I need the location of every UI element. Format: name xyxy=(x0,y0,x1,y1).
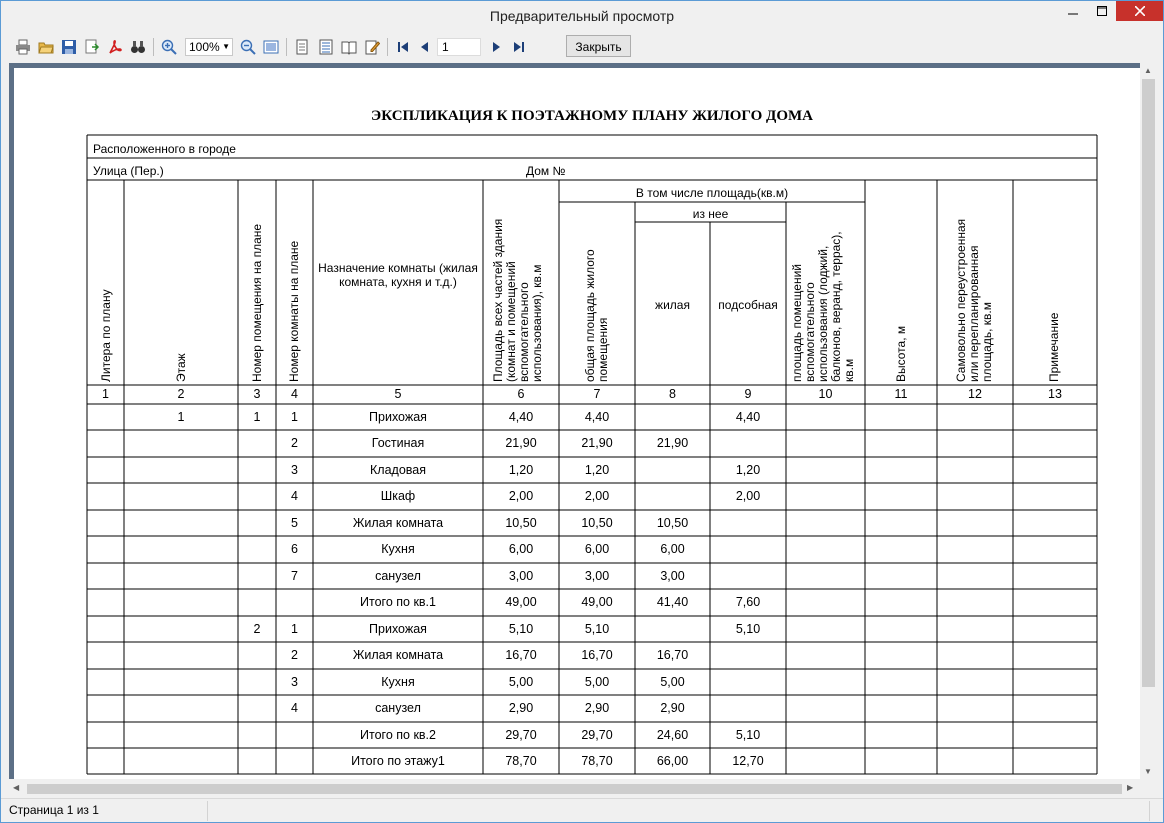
table-cell: 4,40 xyxy=(584,410,610,424)
status-page-info: Страница 1 из 1 xyxy=(9,803,99,817)
table-cell: 2 xyxy=(291,436,298,450)
zoom-in-icon xyxy=(161,39,177,55)
table-cell: Кухня xyxy=(381,542,415,556)
header-unauthorized-area: Самовольно переустроенная или перепланированная площадь, кв.м xyxy=(954,218,994,382)
table-cell: Итого по кв.1 xyxy=(360,595,436,609)
table-cell: 5,00 xyxy=(660,675,685,689)
table-cell: 1,20 xyxy=(735,463,761,477)
table-cell: 1,20 xyxy=(508,463,534,477)
zoom-select[interactable] xyxy=(185,38,233,56)
table-cell: 49,00 xyxy=(581,595,613,609)
last-page-button[interactable] xyxy=(510,38,528,56)
table-cell: 1 xyxy=(253,410,261,424)
header-living-space-total: общая площадь жилого помещения xyxy=(583,249,610,382)
table-cell: 3 xyxy=(291,463,298,477)
toolbar-separator xyxy=(387,38,388,56)
table-cell: 3 xyxy=(291,675,298,689)
floppy-disk-icon xyxy=(61,39,77,55)
table-cell: 3,00 xyxy=(584,569,610,583)
table-cell: 3,00 xyxy=(660,569,685,583)
maximize-icon xyxy=(1097,6,1107,16)
continuous-pages-button[interactable] xyxy=(317,38,335,56)
table-cell: 2,00 xyxy=(735,489,761,503)
table-cell: 2 xyxy=(291,648,298,662)
street-label: Улица (Пер.) xyxy=(93,164,164,178)
edit-button[interactable] xyxy=(363,38,381,56)
header-floor: Этаж xyxy=(174,353,188,382)
printer-icon xyxy=(15,39,31,55)
table-cell: 7,60 xyxy=(735,595,761,609)
column-number: 1 xyxy=(102,387,109,401)
table-cell: 16,70 xyxy=(505,648,537,662)
table-cell: 5,10 xyxy=(584,622,610,636)
table-cell: 6,00 xyxy=(584,542,610,556)
table-cell: Кладовая xyxy=(370,463,426,477)
table-cell: 24,60 xyxy=(656,728,689,742)
table-cell: 21,90 xyxy=(581,436,613,450)
header-note: Примечание xyxy=(1047,312,1061,382)
table-cell: 2,90 xyxy=(584,701,610,715)
table-cell: 5,00 xyxy=(584,675,610,689)
close-preview-button[interactable]: Закрыть xyxy=(566,35,631,57)
table-cell: 1 xyxy=(177,410,185,424)
horizontal-scroll-thumb[interactable] xyxy=(27,784,1122,794)
next-page-icon xyxy=(488,39,504,55)
table-cell: санузел xyxy=(375,569,421,583)
table-cell: 10,50 xyxy=(505,516,537,530)
window-title: Предварительный просмотр xyxy=(489,8,675,24)
header-subgroup: из нее xyxy=(692,207,729,221)
column-number: 5 xyxy=(394,387,402,401)
table-cell: 4 xyxy=(291,701,298,715)
table-cell: 4,40 xyxy=(508,410,534,424)
first-page-icon xyxy=(395,39,411,55)
previous-page-icon xyxy=(417,39,433,55)
zoom-in-button[interactable] xyxy=(160,38,178,56)
header-area-group: В том числе площадь(кв.м) xyxy=(635,186,789,200)
status-bar xyxy=(1,798,1163,823)
status-divider xyxy=(207,801,208,821)
table-cell: 29,70 xyxy=(581,728,613,742)
table-cell: 2,90 xyxy=(508,701,534,715)
table-cell: 16,70 xyxy=(581,648,613,662)
previous-page-button[interactable] xyxy=(416,38,434,56)
table-cell: 2,00 xyxy=(584,489,610,503)
book-view-button[interactable] xyxy=(340,38,358,56)
table-cell: 7 xyxy=(291,569,298,583)
header-room-number: Номер комнаты на плане xyxy=(287,240,301,382)
table-cell: 1 xyxy=(291,410,298,424)
table-cell: 6 xyxy=(291,542,298,556)
find-button[interactable] xyxy=(129,38,147,56)
table-cell: Итого по этажу1 xyxy=(351,754,445,768)
column-number: 13 xyxy=(1048,387,1062,401)
table-cell: 10,50 xyxy=(581,516,613,530)
binoculars-icon xyxy=(130,39,146,55)
table-cell: Жилая комната xyxy=(352,648,444,662)
table-cell: 66,00 xyxy=(656,754,689,768)
zoom-value: 100% xyxy=(189,40,220,54)
table-cell: 2,90 xyxy=(660,701,685,715)
column-number: 6 xyxy=(517,387,525,401)
table-cell: 49,00 xyxy=(505,595,537,609)
column-number: 11 xyxy=(894,387,908,401)
zoom-out-button[interactable] xyxy=(239,38,257,56)
table-cell: санузел xyxy=(375,701,421,715)
fit-page-button[interactable] xyxy=(262,38,280,56)
export-icon xyxy=(84,39,100,55)
edit-page-icon xyxy=(364,39,380,55)
table-cell: 78,70 xyxy=(581,754,613,768)
book-icon xyxy=(341,39,357,55)
table-cell: 3,00 xyxy=(508,569,534,583)
column-number: 12 xyxy=(968,387,982,401)
house-label: Дом № xyxy=(526,164,566,178)
table-cell: Прихожая xyxy=(369,410,427,424)
chevron-down-icon: ▼ xyxy=(222,42,230,51)
table-cell: 21,90 xyxy=(656,436,689,450)
table-cell: 5,00 xyxy=(508,675,534,689)
column-number: 2 xyxy=(177,387,185,401)
header-room-purpose: Назначение комнаты (жилая комната, кухня и т.д.) xyxy=(318,261,478,289)
zoom-out-icon xyxy=(240,39,256,55)
table-cell: Шкаф xyxy=(380,489,416,503)
header-living: жилая xyxy=(655,298,690,312)
first-page-button[interactable] xyxy=(394,38,412,56)
header-unit-number: Номер помещения на плане xyxy=(250,223,264,382)
export-button[interactable] xyxy=(83,38,101,56)
page-number-value: 1 xyxy=(442,40,449,54)
page-number-input[interactable] xyxy=(437,38,481,56)
scroll-down-icon[interactable]: ▼ xyxy=(1144,767,1152,776)
table-cell: 12,70 xyxy=(732,754,764,768)
table-cell: 6,00 xyxy=(508,542,534,556)
open-button[interactable] xyxy=(37,38,55,56)
pdf-icon xyxy=(107,39,123,55)
table-cell: 5,10 xyxy=(735,622,761,636)
folder-open-icon xyxy=(38,39,54,55)
table-cell: 5 xyxy=(291,516,298,530)
table-cell: 16,70 xyxy=(656,648,689,662)
print-button[interactable] xyxy=(14,38,32,56)
column-number: 10 xyxy=(818,387,833,401)
close-icon xyxy=(1135,6,1145,16)
column-number: 8 xyxy=(669,387,676,401)
vertical-scroll-thumb[interactable] xyxy=(1142,79,1155,687)
table-cell: Прихожая xyxy=(369,622,427,636)
single-page-button[interactable] xyxy=(293,38,311,56)
toolbar-separator xyxy=(286,38,287,56)
column-number: 7 xyxy=(593,387,601,401)
export-pdf-button[interactable] xyxy=(106,38,124,56)
table-cell: 5,10 xyxy=(508,622,534,636)
table-cell: 78,70 xyxy=(505,754,537,768)
toolbar-separator xyxy=(153,38,154,56)
fit-page-icon xyxy=(263,39,279,55)
column-number: 3 xyxy=(253,387,261,401)
table-cell: Итого по кв.2 xyxy=(360,728,436,742)
window-close-button[interactable] xyxy=(1116,1,1163,21)
scroll-up-icon[interactable]: ▲ xyxy=(1144,66,1152,75)
multi-page-icon xyxy=(318,39,334,55)
save-button[interactable] xyxy=(60,38,78,56)
status-divider xyxy=(1149,801,1150,821)
header-auxiliary-area: площадь помещений вспомогательного использования (лоджий, балконов, веранд, террас), кв.м xyxy=(790,231,856,382)
table-cell: 5,10 xyxy=(735,728,761,742)
table-cell: 4 xyxy=(291,489,298,503)
minimize-icon xyxy=(1068,6,1078,16)
table-cell: 1,20 xyxy=(584,463,610,477)
table-cell: 21,90 xyxy=(505,436,537,450)
table-cell: Гостиная xyxy=(371,436,425,450)
last-page-icon xyxy=(511,39,527,55)
scroll-right-icon[interactable]: ▶ xyxy=(1127,783,1134,792)
table-cell: 4,40 xyxy=(735,410,761,424)
table-cell: Жилая комната xyxy=(352,516,444,530)
header-height: Высота, м xyxy=(894,325,908,382)
title-bar xyxy=(1,1,1163,32)
table-cell: 6,00 xyxy=(660,542,685,556)
city-label: Расположенного в городе xyxy=(93,142,236,156)
table-cell: 2,00 xyxy=(508,489,534,503)
header-litera: Литера по плану xyxy=(99,289,113,382)
single-page-icon xyxy=(294,39,310,55)
table-cell: 41,40 xyxy=(656,595,689,609)
table-cell: 2 xyxy=(253,622,261,636)
document-title: ЭКСПЛИКАЦИЯ К ПОЭТАЖНОМУ ПЛАНУ ЖИЛОГО ДОМА xyxy=(371,108,813,124)
column-number: 9 xyxy=(744,387,752,401)
minimize-button[interactable] xyxy=(1058,1,1088,21)
next-page-button[interactable] xyxy=(487,38,505,56)
table-cell: 29,70 xyxy=(505,728,537,742)
maximize-button[interactable] xyxy=(1088,1,1116,21)
scroll-left-icon[interactable]: ◀ xyxy=(13,783,20,792)
header-utility: подсобная xyxy=(718,298,778,312)
column-number: 4 xyxy=(291,387,298,401)
table-cell: 1 xyxy=(291,622,298,636)
header-total-area: Площадь всех частей здания (комнат и помещений вспомогательного использования), кв.м xyxy=(491,218,544,382)
table-cell: Кухня xyxy=(381,675,415,689)
table-cell: 10,50 xyxy=(656,516,689,530)
